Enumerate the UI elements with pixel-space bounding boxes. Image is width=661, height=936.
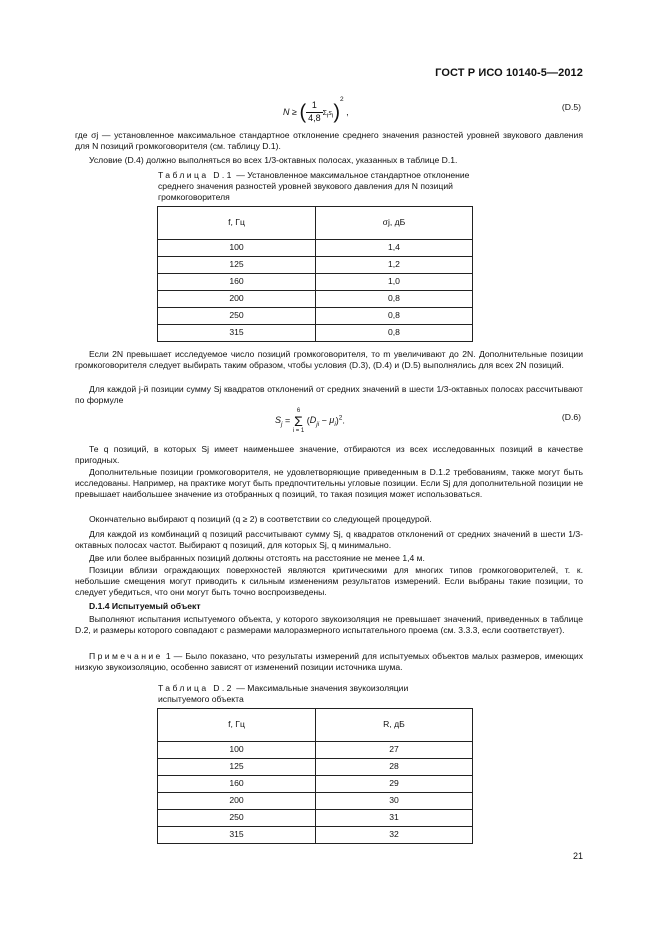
table-cell: 32 bbox=[316, 827, 473, 844]
table-row bbox=[158, 240, 473, 257]
table-cell: 0,8 bbox=[316, 291, 473, 308]
table-cell: 0,8 bbox=[316, 308, 473, 325]
table-header-row bbox=[158, 709, 473, 742]
note-text: 1 — Было показано, что результаты измерений для испытуемых объектов малых размеров, имеющих низкую звукоизоляцию, особенно зависят от изменений позиции источника шума. bbox=[75, 651, 583, 673]
table2-caption-text: — Максимальные значения звукоизоляции испытуемого объекта bbox=[158, 683, 409, 705]
table-row bbox=[158, 274, 473, 291]
table-row bbox=[158, 257, 473, 274]
table-cell: 0,8 bbox=[316, 325, 473, 342]
table-cell: 125 bbox=[158, 257, 316, 274]
standard-header: ГОСТ Р ИСО 10140-5—2012 bbox=[435, 67, 583, 79]
table-cell: 31 bbox=[316, 810, 473, 827]
table-cell: 125 bbox=[158, 759, 316, 776]
table-cell: 29 bbox=[316, 776, 473, 793]
table-row bbox=[158, 793, 473, 810]
paragraph-combinations: Для каждой из комбинаций q позиций рассчитывают сумму Sj, q квадратов отклонений от средних значений в шести 1/3-октавных полосах частот. Выбирают q позиций, для которых Sj, q минимально. bbox=[75, 529, 583, 551]
equation-d6: $S_j = 6$ Σ i = 1 $(D_{ji} - \mu_i)^2$. bbox=[275, 408, 345, 434]
table-cell: 1,0 bbox=[316, 274, 473, 291]
table-cell: 200 bbox=[158, 793, 316, 810]
paragraph-q: Те q позиций, в которых Sj имеет наименьшее значение, отбираются из всех исследованных позиций в качестве пригодных. bbox=[75, 444, 583, 466]
where-paragraph: где σj — установленное максимальное стандартное отклонение среднего значения разностей уровней звукового давления для N позиций громкоговорителя (см. таблицу D.1). bbox=[75, 130, 583, 152]
table-cell: 250 bbox=[158, 810, 316, 827]
table-cell: 250 bbox=[158, 308, 316, 325]
equation-number-d5: (D.5) bbox=[561, 102, 581, 112]
table-row bbox=[158, 827, 473, 844]
table2-caption-label: Таблица D.2 bbox=[158, 683, 234, 693]
table-row bbox=[158, 308, 473, 325]
table1-caption-label: Таблица D.1 bbox=[158, 170, 234, 180]
table-header-cell: f, Гц bbox=[158, 709, 316, 742]
table-row bbox=[158, 759, 473, 776]
table1-caption-text: — Установленное максимальное стандартное отклонение среднего значения разностей уровней звукового давления для N позиций громкоговорителя bbox=[158, 170, 470, 203]
paragraph-object: Выполняют испытания испытуемого объекта, у которого звукоизоляция не превышает значений, приведенных в таблице D.2, и размеры которого совпадают с размерами малоразмерного испытательного проема (см. 3.3.3, если соответствует). bbox=[75, 614, 583, 636]
section-title: D.1.4 Испытуемый объект bbox=[89, 601, 201, 611]
table-row bbox=[158, 810, 473, 827]
table-header-cell: σj, дБ bbox=[316, 207, 473, 240]
page-number: 21 bbox=[572, 851, 583, 861]
table-cell: 315 bbox=[158, 827, 316, 844]
table-row bbox=[158, 742, 473, 759]
table1-caption bbox=[158, 170, 478, 204]
table-header-cell: f, Гц bbox=[158, 207, 316, 240]
table-cell: 27 bbox=[316, 742, 473, 759]
paragraph-extra: Дополнительные позиции громкоговорителя, не удовлетворяющие приведенным в D.1.2 требованиям, также могут быть исследованы. Например, на практике могут быть предпочтительны угловые позиции. Если Sj для дополнительной позиции не превышает наибольшее значение из отобранных q позиций, то такая позиция может использоваться. bbox=[75, 467, 583, 500]
equation-d5: N ≥ ( $\frac{1}{4,8}$ $\Sigma_is_i)^2$ , bbox=[283, 96, 349, 124]
paragraph-sum: Для каждой j-й позиции сумму Sj квадратов отклонений от средних значений в шести 1/3-октавных полосах рассчитывают по формуле bbox=[75, 384, 583, 406]
table-header-row bbox=[158, 207, 473, 240]
table-row bbox=[158, 776, 473, 793]
table-d1 bbox=[157, 206, 473, 342]
table-d2 bbox=[157, 708, 473, 844]
paragraph-near-surfaces: Позиции вблизи ограждающих поверхностей являются критическими для многих типов громкоговорителей, т. к. небольшие смещения могут приводить к сильным изменениям результатов измерений. Если выбраны такие позиции, то следует убедиться, что они могут быть точно воспроизведены. bbox=[75, 565, 583, 598]
table-row bbox=[158, 291, 473, 308]
table-cell: 100 bbox=[158, 240, 316, 257]
paragraph-distance: Две или более выбранных позиций должны отстоять на расстояние не менее 1,4 м. bbox=[89, 553, 425, 563]
table-cell: 28 bbox=[316, 759, 473, 776]
note-label: Примечание bbox=[89, 651, 163, 661]
condition-paragraph: Условие (D.4) должно выполняться во всех 1/3-октавных полосах, указанных в таблице D.1. bbox=[89, 155, 458, 165]
paragraph-2n: Если 2N превышает исследуемое число позиций громкоговорителя, то m увеличивают до 2N. Дополнительные позиции громкоговорителя следует выбирать таким образом, чтобы условия (D.3), (D.4) и (D.5) выполнялись для всех 2N позиций. bbox=[75, 349, 583, 371]
equation-number-d6: (D.6) bbox=[561, 412, 581, 422]
table-cell: 30 bbox=[316, 793, 473, 810]
table-cell: 160 bbox=[158, 776, 316, 793]
table-cell: 315 bbox=[158, 325, 316, 342]
table-cell: 200 bbox=[158, 291, 316, 308]
table-header-cell: R, дБ bbox=[316, 709, 473, 742]
table-row bbox=[158, 325, 473, 342]
table-cell: 100 bbox=[158, 742, 316, 759]
table-cell: 1,2 bbox=[316, 257, 473, 274]
table-cell: 1,4 bbox=[316, 240, 473, 257]
table-cell: 160 bbox=[158, 274, 316, 291]
table2-caption bbox=[158, 683, 458, 705]
paragraph-final: Окончательно выбирают q позиций (q ≥ 2) в соответствии со следующей процедурой. bbox=[89, 514, 432, 524]
note-paragraph bbox=[75, 651, 583, 673]
